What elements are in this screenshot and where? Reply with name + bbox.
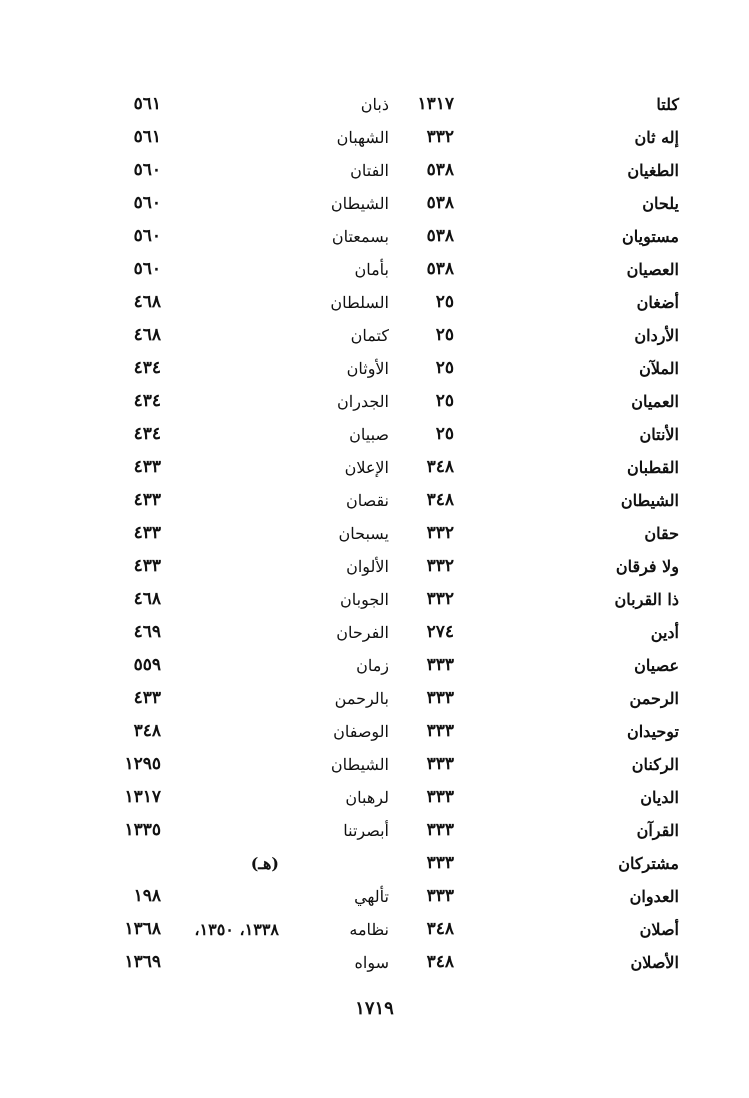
- entry-rhyme-word: ذبان: [360, 95, 389, 114]
- index-row: [0, 847, 749, 880]
- entry-page-ref: ٤٣٣: [133, 523, 161, 543]
- entry-page-ref: ١٢٩٥: [124, 754, 161, 774]
- index-row: [0, 154, 749, 187]
- entry-extra-refs: [159, 385, 279, 418]
- index-row: [0, 88, 749, 121]
- index-row: [0, 121, 749, 154]
- entry-page-ref: ٤٣٣: [133, 490, 161, 510]
- entry-number: ٣٤٨: [426, 457, 454, 477]
- entry-page-ref: ٤٦٨: [133, 589, 161, 609]
- entry-extra-refs: [159, 220, 279, 253]
- entry-page-ref: ٤٣٣: [133, 457, 161, 477]
- entry-word: الديان: [640, 788, 679, 807]
- index-row: [0, 451, 749, 484]
- entry-rhyme-word: الجوبان: [340, 590, 389, 609]
- entry-rhyme-word: نقصان: [345, 491, 389, 510]
- entry-number: ٣٣٣: [426, 754, 454, 774]
- entry-word: الأصلان: [630, 953, 679, 972]
- entry-page-ref: ٥٦٠: [133, 226, 161, 246]
- entry-number: ٣٣٣: [426, 655, 454, 675]
- entry-word: الطغيان: [627, 161, 679, 180]
- entry-word: حقان: [644, 524, 679, 543]
- entry-number: ٢٥: [435, 325, 454, 345]
- entry-extra-refs: [159, 682, 279, 715]
- entry-page-ref: ٣٤٨: [133, 721, 161, 741]
- page-number: ١٧١٩: [355, 998, 394, 1019]
- index-row: [0, 484, 749, 517]
- index-row: [0, 649, 749, 682]
- entry-extra-refs: [159, 583, 279, 616]
- entry-extra-refs: [159, 451, 279, 484]
- entry-page-ref: ١٣٦٨: [124, 919, 161, 939]
- entry-rhyme-word: الشيطان: [330, 194, 389, 213]
- entry-number: ٣٣٢: [426, 589, 454, 609]
- entry-rhyme-word: سواه: [354, 953, 389, 972]
- entry-number: ٣٤٨: [426, 952, 454, 972]
- entry-extra-refs: [159, 781, 279, 814]
- entry-extra-refs: [159, 946, 279, 979]
- entry-rhyme-word: السلطان: [330, 293, 389, 312]
- entry-number: ٣٣٣: [426, 688, 454, 708]
- entry-page-ref: ٥٦١: [133, 127, 161, 147]
- index-row: [0, 781, 749, 814]
- entry-rhyme-word: تألهي: [354, 887, 389, 906]
- entry-word: إله ثان: [634, 128, 679, 147]
- entry-extra-refs: [159, 880, 279, 913]
- entry-page-ref: ٥٦٠: [133, 259, 161, 279]
- entry-extra-refs: [159, 253, 279, 286]
- entry-rhyme-word: الأوثان: [346, 359, 389, 378]
- entry-extra-refs: [159, 352, 279, 385]
- entry-page-ref: ٥٦٠: [133, 193, 161, 213]
- entry-rhyme-word: [269, 847, 389, 880]
- entry-rhyme-word: الألوان: [346, 557, 389, 576]
- entry-word: مشتركان: [618, 854, 679, 873]
- entry-number: ٣٣٣: [426, 721, 454, 741]
- entry-page-ref: ٤٣٣: [133, 556, 161, 576]
- entry-word: القرآن: [636, 821, 679, 840]
- entry-extra-refs: [159, 121, 279, 154]
- index-row: [0, 319, 749, 352]
- entry-page-ref: ٤٣٤: [133, 391, 161, 411]
- entry-word: الملآن: [639, 359, 679, 378]
- entry-extra-refs: [159, 418, 279, 451]
- entry-word: العميان: [631, 392, 679, 411]
- entry-number: ٣٤٨: [426, 919, 454, 939]
- entry-word: العدوان: [629, 887, 679, 906]
- entry-word: الرحمن: [629, 689, 679, 708]
- entry-rhyme-word: الفرحان: [336, 623, 389, 642]
- entry-page-ref: ١٣٦٩: [124, 952, 161, 972]
- entry-number: ٣٣٣: [426, 820, 454, 840]
- entry-number: ١٣١٧: [417, 94, 454, 114]
- entry-extra-refs: [159, 286, 279, 319]
- entry-rhyme-word: الوصفان: [333, 722, 389, 741]
- entry-word: الركنان: [631, 755, 679, 774]
- index-row: [0, 517, 749, 550]
- entry-page-ref: ٥٦٠: [133, 160, 161, 180]
- entry-page-ref: ٤٣٤: [133, 358, 161, 378]
- index-list: [0, 88, 749, 979]
- entry-word: الأردان: [634, 326, 679, 345]
- entry-extra-refs: [159, 517, 279, 550]
- index-row: [0, 187, 749, 220]
- index-row: [0, 352, 749, 385]
- entry-extra-refs: [159, 715, 279, 748]
- entry-word: ولا فرقان: [615, 557, 679, 576]
- index-row: [0, 253, 749, 286]
- entry-extra-refs: [159, 814, 279, 847]
- entry-rhyme-word: الجدران: [337, 392, 389, 411]
- entry-rhyme-word: يسبحان: [338, 524, 389, 543]
- entry-extra-refs: [159, 649, 279, 682]
- entry-extra-refs: [159, 187, 279, 220]
- entry-rhyme-word: كتمان: [350, 326, 389, 345]
- entry-number: ٥٣٨: [426, 259, 454, 279]
- entry-page-ref: ١٣٣٥: [124, 820, 161, 840]
- index-row: [0, 583, 749, 616]
- entry-word: أضغان: [636, 293, 679, 312]
- index-row: [0, 220, 749, 253]
- entry-number: ٣٣٢: [426, 523, 454, 543]
- entry-word: مستويان: [621, 227, 679, 246]
- entry-number: ٣٣٢: [426, 556, 454, 576]
- entry-page-ref: ٤٦٨: [133, 292, 161, 312]
- entry-word: أصلان: [639, 920, 679, 939]
- index-row: [0, 880, 749, 913]
- entry-word: توحيدان: [626, 722, 679, 741]
- index-row: [0, 616, 749, 649]
- entry-page-ref: ١٣١٧: [124, 787, 161, 807]
- index-row: [0, 385, 749, 418]
- index-row: [0, 748, 749, 781]
- entry-word: العصيان: [626, 260, 679, 279]
- entry-page-ref: [91, 847, 161, 880]
- entry-number: ٢٥: [435, 424, 454, 444]
- entry-page-ref: ٤٦٨: [133, 325, 161, 345]
- entry-extra-refs: ١٣٣٨، ١٣٥٠،: [194, 920, 279, 939]
- entry-rhyme-word: أبصرتنا: [343, 821, 389, 840]
- entry-extra-refs: [159, 484, 279, 517]
- entry-rhyme-word: الشيطان: [330, 755, 389, 774]
- entry-extra-refs: [159, 550, 279, 583]
- index-row: [0, 550, 749, 583]
- entry-number: ٣٣٢: [426, 127, 454, 147]
- entry-word: القطبان: [627, 458, 679, 477]
- entry-number: ٢٥: [435, 292, 454, 312]
- entry-number: ٢٥: [435, 391, 454, 411]
- entry-number: ٥٣٨: [426, 160, 454, 180]
- index-row: [0, 418, 749, 451]
- entry-page-ref: ٤٦٩: [133, 622, 161, 642]
- entry-number: ٥٣٨: [426, 226, 454, 246]
- index-row: [0, 286, 749, 319]
- entry-number: ٥٣٨: [426, 193, 454, 213]
- entry-rhyme-word: لرهبان: [345, 788, 389, 807]
- entry-word: كلتا: [656, 95, 679, 114]
- index-row: [0, 715, 749, 748]
- entry-number: ٣٤٨: [426, 490, 454, 510]
- index-row: [0, 913, 749, 946]
- entry-rhyme-word: الشهبان: [336, 128, 389, 147]
- entry-number: ٣٣٣: [426, 886, 454, 906]
- entry-number: ٣٣٣: [426, 787, 454, 807]
- entry-page-ref: ٤٣٣: [133, 688, 161, 708]
- entry-word: الشيطان: [620, 491, 679, 510]
- index-row: [0, 814, 749, 847]
- entry-page-ref: ٤٣٤: [133, 424, 161, 444]
- entry-word: يلحان: [642, 194, 679, 213]
- entry-rhyme-word: نظامه: [349, 920, 389, 939]
- index-row: [0, 946, 749, 979]
- entry-extra-refs: [159, 616, 279, 649]
- entry-word: أدين: [650, 623, 679, 642]
- entry-rhyme-word: الفتان: [350, 161, 389, 180]
- entry-number: ٢٧٤: [426, 622, 454, 642]
- entry-page-ref: ٥٦١: [133, 94, 161, 114]
- entry-extra-refs: [159, 748, 279, 781]
- entry-page-ref: ١٩٨: [133, 886, 161, 906]
- entry-page-ref: ٥٥٩: [133, 655, 161, 675]
- entry-word: عصيان: [634, 656, 679, 675]
- entry-rhyme-word: زمان: [356, 656, 389, 675]
- entry-number: ٢٥: [435, 358, 454, 378]
- entry-extra-refs: [159, 88, 279, 121]
- entry-number: ٣٣٣: [426, 853, 454, 873]
- entry-rhyme-word: الإعلان: [344, 458, 389, 477]
- entry-rhyme-word: بسمعتان: [331, 227, 389, 246]
- entry-word: ذا القربان: [614, 590, 679, 609]
- entry-extra-refs: [159, 319, 279, 352]
- index-row: [0, 682, 749, 715]
- entry-rhyme-word: صبيان: [349, 425, 389, 444]
- entry-rhyme-word: بأمان: [354, 260, 389, 279]
- entry-extra-refs: [159, 154, 279, 187]
- entry-extra-refs: (هـ): [250, 854, 279, 873]
- entry-word: الأنتان: [639, 425, 679, 444]
- entry-rhyme-word: بالرحمن: [334, 689, 389, 708]
